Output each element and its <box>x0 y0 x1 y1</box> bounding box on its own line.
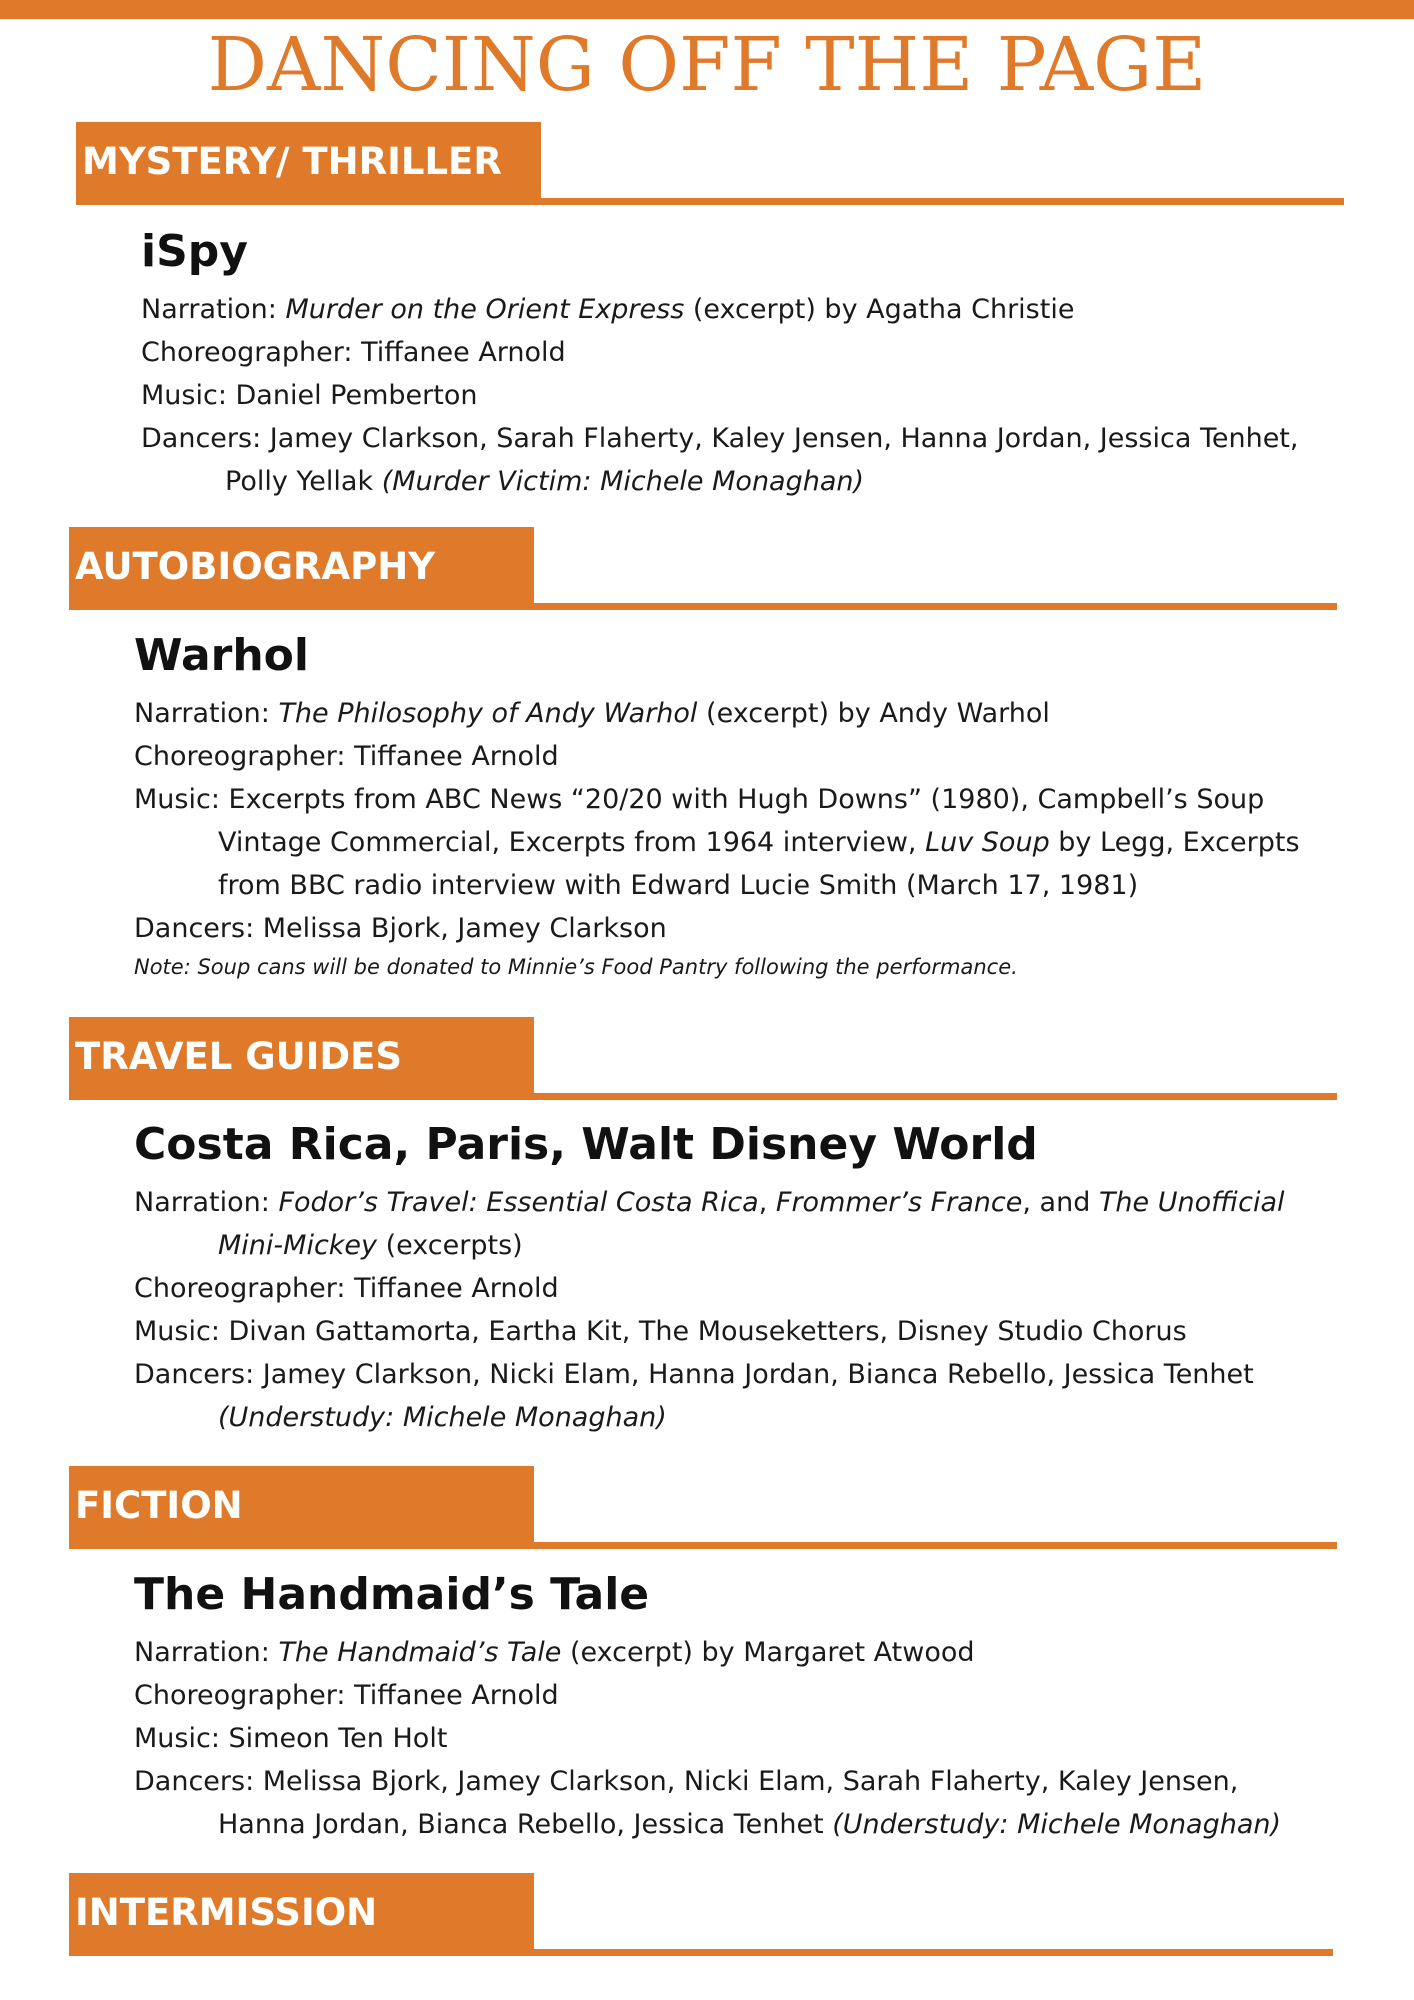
narration-line-continued: Mini-Mickey (excerpts) <box>218 1230 523 1261</box>
music-line-continued: from BBC radio interview with Edward Lucie Smith (March 17, 1981) <box>218 870 1139 901</box>
category-divider <box>69 1093 1337 1100</box>
entry-title: Costa Rica, Paris, Walt Disney World <box>134 1119 1038 1170</box>
category-header-intermission: INTERMISSION <box>69 1873 534 1953</box>
category-header-fiction: FICTION <box>69 1466 534 1546</box>
dancers-line: Dancers: Melissa Bjork, Jamey Clarkson, Nicki Elam, Sarah Flaherty, Kaley Jensen, <box>134 1766 1239 1797</box>
narration-line: Narration: Fodor’s Travel: Essential Costa Rica, Frommer’s France, and The Unofficial <box>134 1187 1285 1218</box>
entry-warhol <box>134 626 1300 985</box>
category-divider <box>69 1542 1337 1549</box>
dancers-line: Dancers: Jamey Clarkson, Sarah Flaherty, Kaley Jensen, Hanna Jordan, Jessica Tenhet, <box>141 423 1299 454</box>
dancers-line: Dancers: Melissa Bjork, Jamey Clarkson <box>134 913 667 944</box>
category-header-autobiography: AUTOBIOGRAPHY <box>69 527 534 607</box>
entry-travel-guides <box>134 1115 1285 1439</box>
music-line: Music: Daniel Pemberton <box>141 380 478 411</box>
top-accent-bar <box>0 0 1414 19</box>
entry-title: The Handmaid’s Tale <box>134 1569 650 1620</box>
dancers-line-continued: (Understudy: Michele Monaghan) <box>218 1402 667 1433</box>
choreographer-line: Choreographer: Tiffanee Arnold <box>141 337 566 368</box>
entry-ispy <box>141 222 1298 503</box>
music-line-continued: Vintage Commercial, Excerpts from 1964 interview, Luv Soup by Legg, Excerpts <box>218 827 1300 858</box>
music-line: Music: Divan Gattamorta, Eartha Kit, The Mouseketters, Disney Studio Chorus <box>134 1316 1187 1347</box>
narration-line: Narration: The Philosophy of Andy Warhol (excerpt) by Andy Warhol <box>134 698 1050 729</box>
category-header-mystery-thriller: MYSTERY/ THRILLER <box>76 122 541 202</box>
entry-title: iSpy <box>141 226 248 277</box>
performance-note: Note: Soup cans will be donated to Minnie’s Food Pantry following the performance. <box>134 955 1018 979</box>
category-divider <box>69 603 1337 610</box>
narration-line: Narration: The Handmaid’s Tale (excerpt) by Margaret Atwood <box>134 1637 975 1668</box>
music-line: Music: Excerpts from ABC News “20/20 with Hugh Downs” (1980), Campbell’s Soup <box>134 784 1265 815</box>
category-divider <box>76 198 1344 205</box>
category-header-travel-guides: TRAVEL GUIDES <box>69 1017 534 1097</box>
music-line: Music: Simeon Ten Holt <box>134 1723 448 1754</box>
choreographer-line: Choreographer: Tiffanee Arnold <box>134 741 559 772</box>
dancers-line-continued: Hanna Jordan, Bianca Rebello, Jessica Tenhet (Understudy: Michele Monaghan) <box>218 1809 1282 1840</box>
dancers-line: Dancers: Jamey Clarkson, Nicki Elam, Hanna Jordan, Bianca Rebello, Jessica Tenhet <box>134 1359 1254 1390</box>
narration-line: Narration: Murder on the Orient Express (excerpt) by Agatha Christie <box>141 294 1075 325</box>
entry-title: Warhol <box>134 630 309 681</box>
choreographer-line: Choreographer: Tiffanee Arnold <box>134 1680 559 1711</box>
entry-handmaids-tale <box>134 1565 1281 1846</box>
dancers-line-continued: Polly Yellak (Murder Victim: Michele Monaghan) <box>225 466 865 497</box>
category-divider <box>69 1949 1333 1956</box>
choreographer-line: Choreographer: Tiffanee Arnold <box>134 1273 559 1304</box>
page-title: DANCING OFF THE PAGE <box>207 22 1207 108</box>
